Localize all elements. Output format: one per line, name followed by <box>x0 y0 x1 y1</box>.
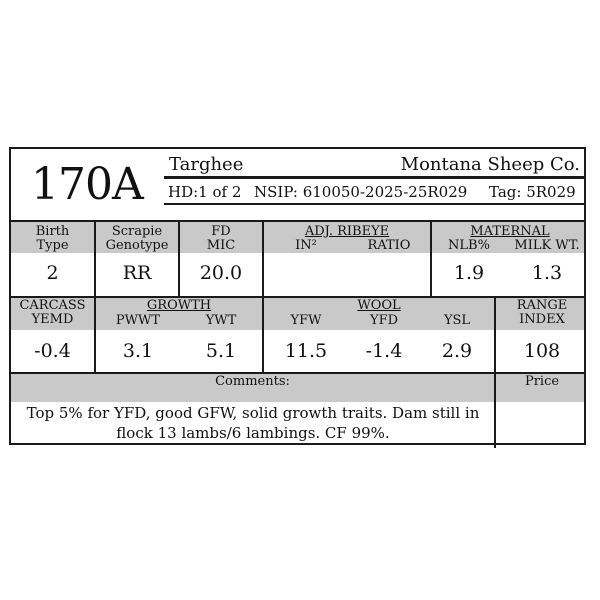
yfw-value: 11.5 <box>284 340 328 362</box>
scrapie-header: Scrapie Genotype <box>105 224 169 253</box>
breed: Targhee <box>169 154 244 175</box>
ywt-header: YWT <box>205 313 237 328</box>
header-rule-bottom <box>164 203 584 205</box>
pwwt-header: PWWT <box>115 313 161 328</box>
maternal-group-header: MATERNAL <box>470 224 550 239</box>
consignor: Montana Sheep Co. <box>400 154 580 175</box>
carcass-value: -0.4 <box>34 340 71 362</box>
hd-count: HD:1 of 2 <box>168 183 242 201</box>
nlb-value: 1.9 <box>453 262 485 284</box>
ysl-header: YSL <box>443 313 471 328</box>
ribeye-ratio-header: RATIO <box>367 238 411 253</box>
comments-label: Comments: <box>215 374 290 389</box>
ysl-value: 2.9 <box>441 340 473 362</box>
pwwt-value: 3.1 <box>122 340 154 362</box>
sale-card <box>9 147 586 445</box>
birth-type-value: 2 <box>46 262 59 284</box>
range-index-value: 108 <box>523 340 561 362</box>
comments-text: Top 5% for YFD, good GFW, solid growth traits. Dam still in flock 13 lambs/6 lambings. CF 99%. <box>26 404 480 442</box>
yfd-value: -1.4 <box>365 340 403 362</box>
yfw-header: YFW <box>290 313 322 328</box>
ribeye-group-header: ADJ. RIBEYE <box>304 224 390 239</box>
nsip-id: NSIP: 610050-2025-25R029 <box>254 183 468 201</box>
birth-type-header: Birth Type <box>35 224 70 253</box>
header-rule-top <box>164 176 584 179</box>
fd-mic-header: FD MIC <box>206 224 236 253</box>
milk-wt-value: 1.3 <box>531 262 563 284</box>
milk-wt-header: MILK WT. <box>514 238 580 253</box>
nlb-header: NLB% <box>448 238 490 253</box>
wool-group-header: WOOL <box>357 298 401 313</box>
fd-mic-value: 20.0 <box>199 262 243 284</box>
tag-id: Tag: 5R029 <box>489 183 576 201</box>
carcass-header: CARCASS YEMD <box>19 298 86 327</box>
ribeye-in2-header: IN² <box>295 238 317 253</box>
ywt-value: 5.1 <box>205 340 237 362</box>
growth-group-header: GROWTH <box>146 298 212 313</box>
range-index-header: RANGE INDEX <box>516 298 568 327</box>
scrapie-value: RR <box>122 262 152 284</box>
lot-number: 170A <box>31 159 143 210</box>
yfd-header: YFD <box>369 313 399 328</box>
price-label: Price <box>524 374 560 389</box>
